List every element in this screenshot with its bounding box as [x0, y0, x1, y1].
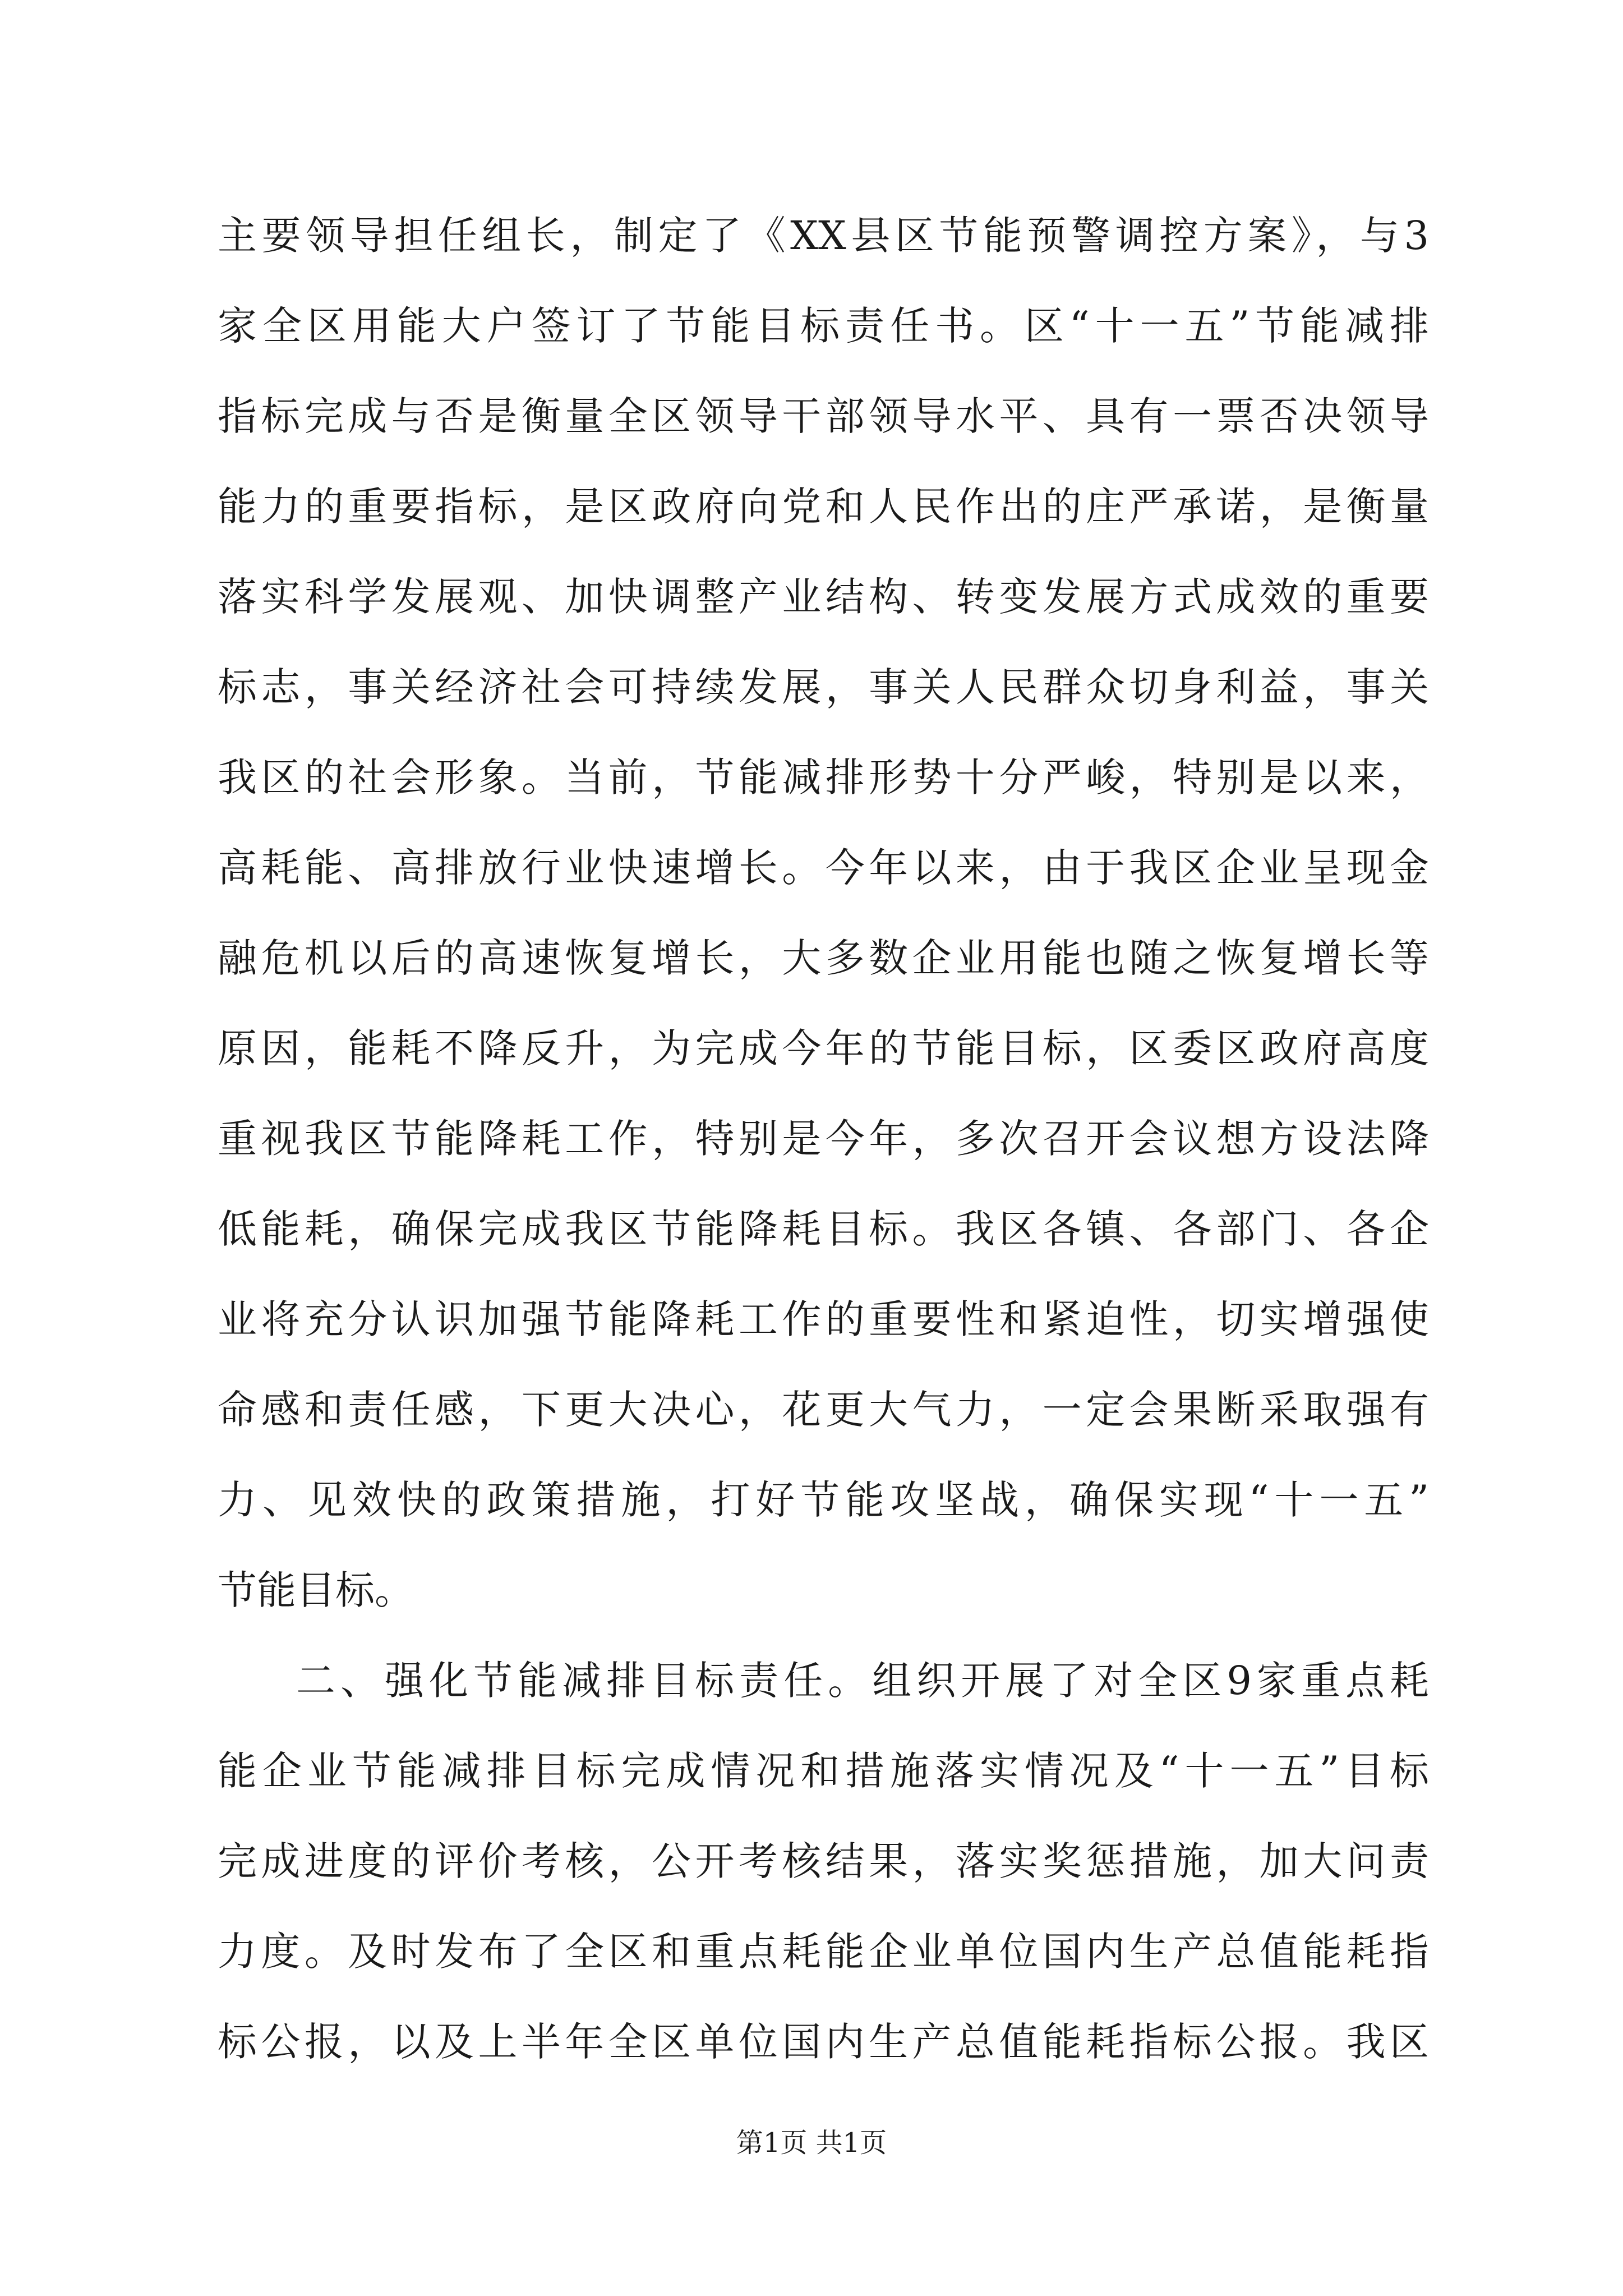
body-text — [218, 191, 1429, 2087]
text-line: 我区的社会形象。当前，节能减排形势十分严峻，特别是以来， — [218, 754, 1429, 800]
text-line: 力、见效快的政策措施，打好节能攻坚战，确保实现“十一五” — [218, 1477, 1429, 1523]
text-line: 原因，能耗不降反升，为完成今年的节能目标，区委区政府高度 — [218, 1025, 1429, 1071]
text-line: 指标完成与否是衡量全区领导干部领导水平、具有一票否决领导 — [218, 393, 1429, 439]
text-line: 主要领导担任组长，制定了《XX县区节能预警调控方案》，与3 — [218, 213, 1429, 259]
text-line: 能力的重要指标，是区政府向党和人民作出的庄严承诺，是衡量 — [218, 484, 1429, 530]
text-line: 低能耗，确保完成我区节能降耗目标。我区各镇、各部门、各企 — [218, 1206, 1429, 1252]
text-line: 家全区用能大户签订了节能目标责任书。区“十一五”节能减排 — [218, 303, 1429, 349]
text-line: 节能目标。 — [218, 1567, 414, 1613]
text-line: 落实科学发展观、加快调整产业结构、转变发展方式成效的重要 — [218, 574, 1429, 620]
text-line: 力度。及时发布了全区和重点耗能企业单位国内生产总值能耗指 — [218, 1929, 1429, 1975]
text-line: 能企业节能减排目标完成情况和措施落实情况及“十一五”目标 — [218, 1748, 1429, 1794]
text-line: 二、强化节能减排目标责任。组织开展了对全区9家重点耗 — [296, 1658, 1429, 1704]
text-line: 标志，事关经济社会可持续发展，事关人民群众切身利益，事关 — [218, 664, 1429, 710]
text-line: 融危机以后的高速恢复增长，大多数企业用能也随之恢复增长等 — [218, 935, 1429, 981]
text-line: 标公报，以及上半年全区单位国内生产总值能耗指标公报。我区 — [218, 2019, 1429, 2065]
page-footer — [0, 2126, 1623, 2160]
page-number-label: 第1页 共1页 — [736, 2127, 887, 2159]
text-line: 完成进度的评价考核，公开考核结果，落实奖惩措施，加大问责 — [218, 1838, 1429, 1884]
text-line: 命感和责任感，下更大决心，花更大气力，一定会果断采取强有 — [218, 1387, 1429, 1433]
text-line: 业将充分认识加强节能降耗工作的重要性和紧迫性，切实增强使 — [218, 1296, 1429, 1342]
text-line: 重视我区节能降耗工作，特别是今年，多次召开会议想方设法降 — [218, 1116, 1429, 1162]
text-line: 高耗能、高排放行业快速增长。今年以来，由于我区企业呈现金 — [218, 845, 1429, 891]
